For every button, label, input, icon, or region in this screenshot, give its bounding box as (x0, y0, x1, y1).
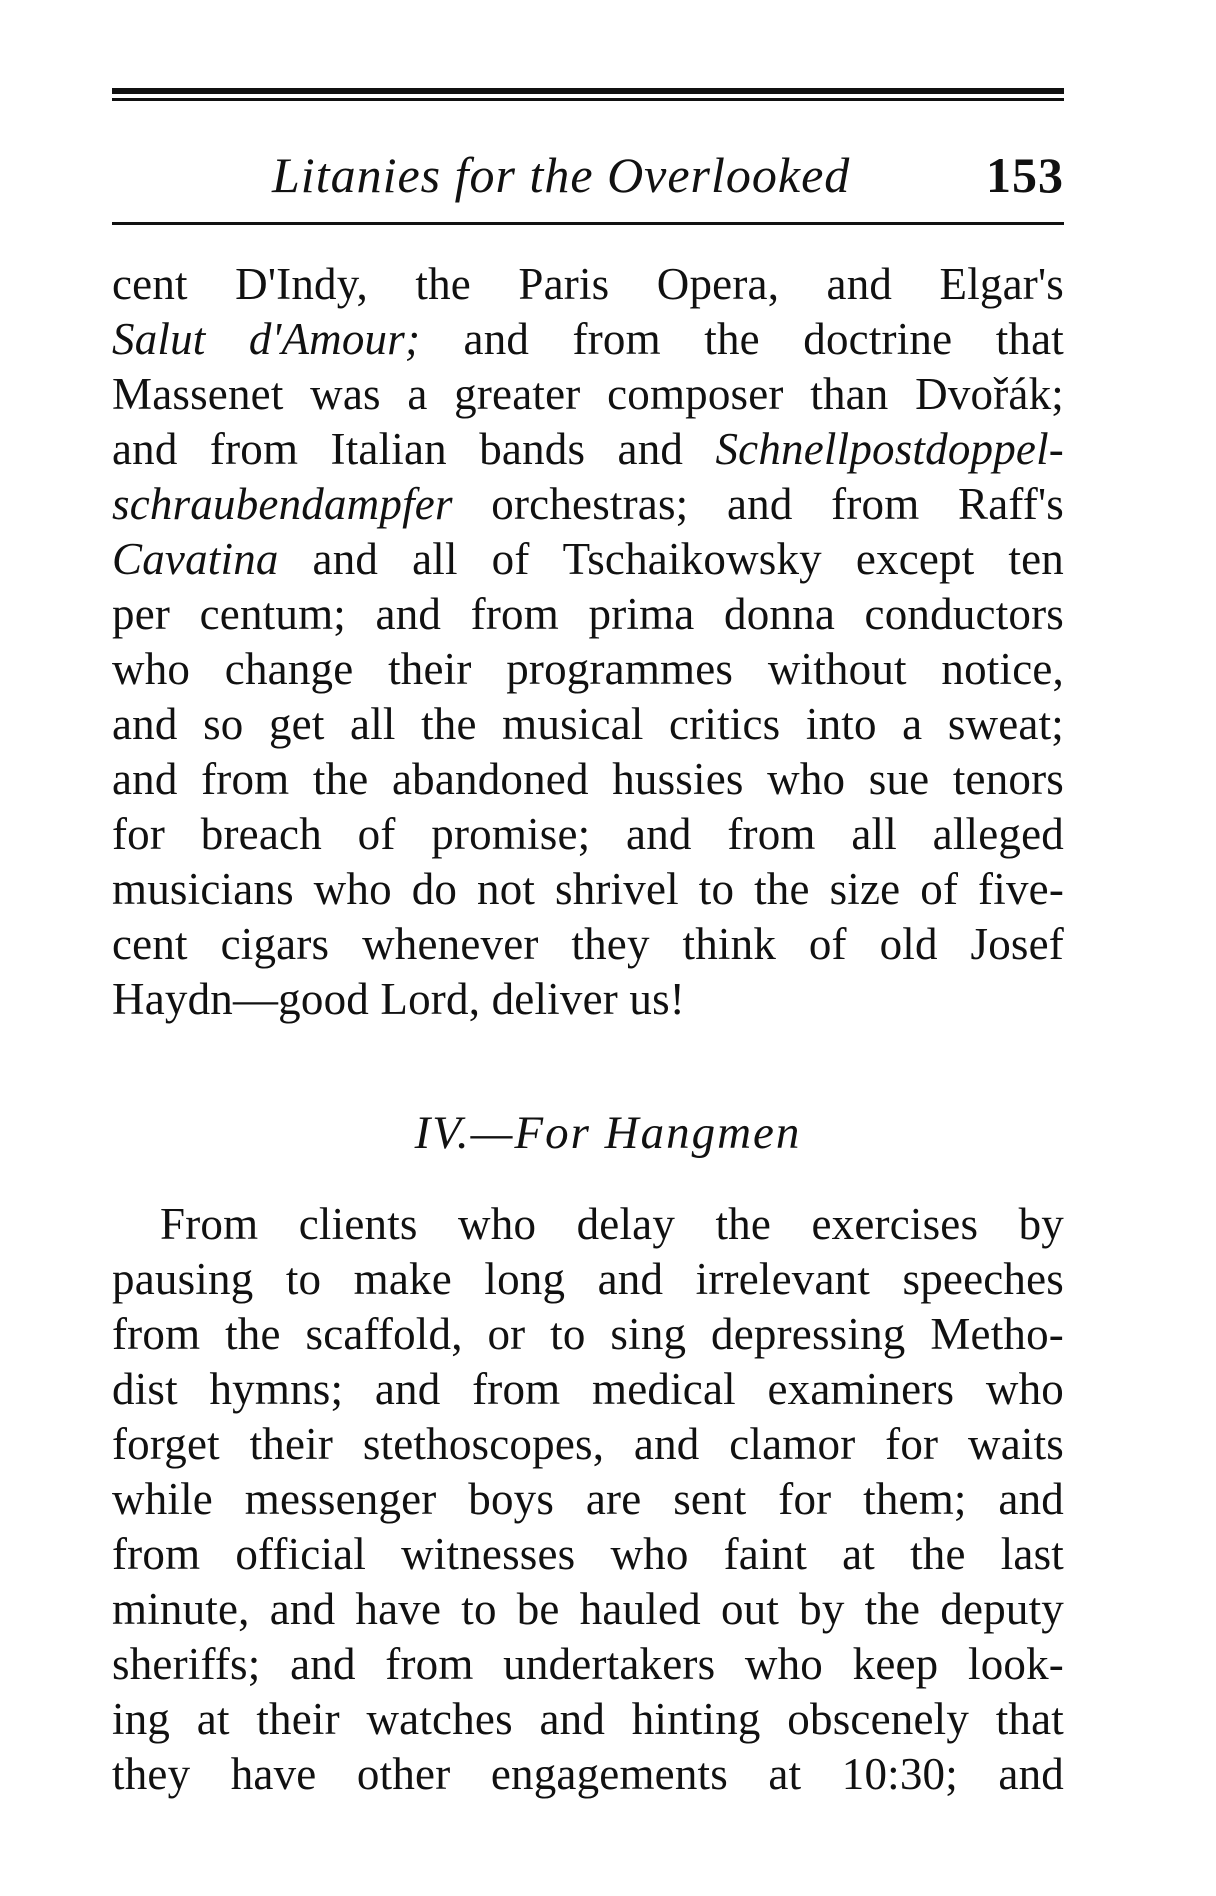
italic-word-schnellpostdoppel: Schnellpostdoppel- (715, 424, 1064, 474)
text-run: per centum; and from prima donna conductors (112, 589, 1064, 639)
text-run: from official witnesses who faint at the last (112, 1529, 1064, 1579)
section-heading: IV.—For Hangmen (414, 1107, 802, 1159)
text-run: and from Italian bands and (112, 424, 716, 474)
text-line (112, 1746, 1064, 1802)
text-run: they have other engagements at 10:30; and (112, 1749, 1064, 1799)
header-bottom-rule (112, 222, 1064, 225)
text-run: dist hymns; and from medical examiners who (112, 1364, 1064, 1414)
text-line (112, 806, 1064, 862)
text-line (112, 256, 1064, 312)
text-run: cent cigars whenever they think of old Josef (112, 919, 1064, 969)
text-line (112, 971, 1064, 1027)
text-run: sheriffs; and from undertakers who keep look- (112, 1639, 1064, 1689)
text-run: forget their stethoscopes, and clamor for waits (112, 1419, 1064, 1469)
text-line (112, 531, 1064, 587)
text-run: and from the doctrine that (420, 314, 1064, 364)
text-run: ing at their watches and hinting obscenely that (112, 1694, 1064, 1744)
italic-title-cavatina: Cavatina (112, 534, 279, 584)
text-line (112, 916, 1064, 972)
text-run: minute, and have to be hauled out by the deputy (112, 1584, 1064, 1634)
text-line (112, 1471, 1064, 1527)
text-run: from the scaffold, or to sing depressing Metho- (112, 1309, 1064, 1359)
text-line (112, 586, 1064, 642)
text-run: Massenet was a greater composer than Dvořák; (112, 369, 1064, 419)
text-line (112, 421, 1064, 477)
header-top-rule-thin (112, 98, 1064, 101)
running-head (112, 140, 1064, 210)
text-line (112, 641, 1064, 697)
text-line (112, 1526, 1064, 1582)
text-line (112, 1581, 1064, 1637)
text-run: orchestras; and from Raff's (452, 479, 1064, 529)
page-number: 153 (986, 147, 1064, 203)
text-run: From clients who delay the exercises by (160, 1199, 1064, 1249)
text-line (112, 1416, 1064, 1472)
text-run: musicians who do not shrivel to the size of five- (112, 864, 1064, 914)
text-run: Haydn—good Lord, deliver us! (112, 974, 685, 1024)
text-line (112, 1251, 1064, 1307)
text-line (112, 366, 1064, 422)
text-run: and all of Tschaikowsky except ten (278, 534, 1064, 584)
text-run: pausing to make long and irrelevant speeches (112, 1254, 1064, 1304)
text-line (112, 1691, 1064, 1747)
text-line (112, 696, 1064, 752)
text-line (112, 861, 1064, 917)
text-run: and from the abandoned hussies who sue tenors (112, 754, 1064, 804)
text-run: who change their programmes without notice, (112, 644, 1064, 694)
text-run: for breach of promise; and from all alleged (112, 809, 1064, 859)
text-run: and so get all the musical critics into a sweat; (112, 699, 1064, 749)
italic-word-schraubendampfer: schraubendampfer (112, 479, 453, 529)
text-line (160, 1196, 1064, 1252)
text-run: while messenger boys are sent for them; and (112, 1474, 1064, 1524)
text-line (112, 311, 1064, 367)
text-line (112, 476, 1064, 532)
header-top-rule-thick (112, 88, 1064, 94)
running-title: Litanies for the Overlooked (272, 147, 851, 203)
text-run: cent D'Indy, the Paris Opera, and Elgar's (112, 259, 1064, 309)
text-line (112, 751, 1064, 807)
italic-title-salut-damour: Salut d'Amour; (112, 314, 421, 364)
text-line (112, 1361, 1064, 1417)
text-line (112, 1306, 1064, 1362)
text-line (112, 1636, 1064, 1692)
